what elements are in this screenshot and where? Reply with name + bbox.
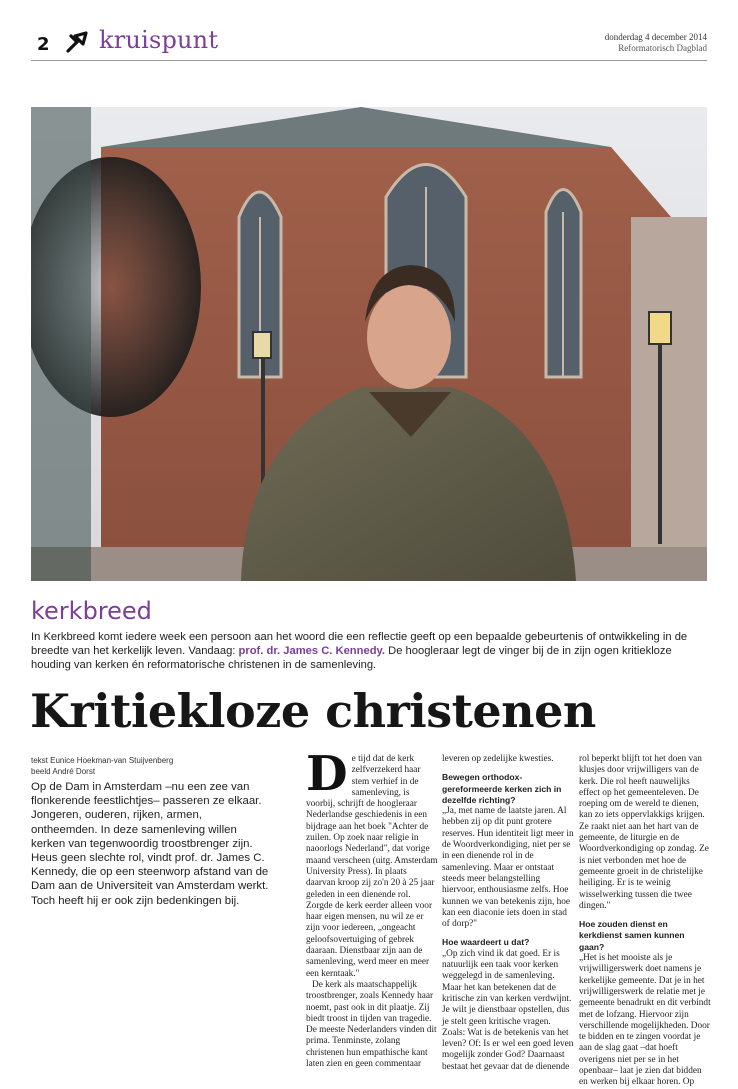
byline xyxy=(31,755,173,777)
body-paragraph: „Ja, met name de laatste jaren. Al hebben zij op dit punt grotere reserves. Hun identiteit ligt meer in de Woordverkondiging, niet per se in een dienende rol in de samenleving. Maar er ontstaat steeds meer belangstelling hiervoor, enthousiasme zelfs. Hoe kunnen we van betekenis zijn, hoe kan een diaconie iets doen in stad of dorp?" xyxy=(442,806,574,930)
body-paragraph: leveren op zedelijke kwesties. xyxy=(442,754,554,764)
drop-cap: D xyxy=(306,746,348,802)
intro-part2: De hoogleraar legt de vinger bij de in zijn ogen kritiekloze houding van kerken én reformatorische christenen in de samenleving. xyxy=(31,645,672,671)
body-paragraph: rol beperkt blijft tot het doen van klusjes door vrijwilligers van de kerk. Die rol heeft nauwelijks effect op het gemeenteleven. De roeping om de wereld te dienen, kan zo iets oppervlakkigs krijgen. Ze raakt niet aan het hart van de gemeente, de liturgie en de Woordverkondiging op zondag. Ze is niet verbonden met hoe de gemeente groeit in de christelijke heiliging. Er is te weinig wisselwerking tussen die twee dingen." xyxy=(579,754,709,911)
church-portrait-image xyxy=(31,107,707,581)
issue-date: donderdag 4 december 2014 xyxy=(604,32,707,42)
publication-name: Reformatorisch Dagblad xyxy=(618,43,707,53)
headline: Kritiekloze christenen xyxy=(30,684,596,738)
lead-paragraph: Op de Dam in Amsterdam –nu een zee van flonkerende feestlichtjes– passeren ze elkaar. Jongeren, ouderen, rijken, armen, ontheemden. In deze samenleving willen kerken van tegenwoordig troostbrenger zijn. Heus geen slechte rol, vindt prof. dr. James C. Kennedy, die op een steenworp afstand van de Dam aan de Universiteit van Amsterdam werkt. Toch heeft hij er ook zijn bedenkingen bij. xyxy=(31,781,269,907)
body-paragraph: De kerk als maatschappelijk troostbrenger, zoals Kennedy haar noemt, past ook in dit plaatje. Zij biedt troost in tijden van tragedie. De meeste Nederlanders vinden dit prima. Tenminste, zolang christenen hun empathische kant laten zien en geen commentaar xyxy=(306,979,437,1070)
byline-photo: beeld André Dorst xyxy=(31,767,96,776)
body-column-1 xyxy=(306,746,438,1070)
section-title: kruispunt xyxy=(99,26,219,54)
page-header xyxy=(31,28,707,61)
body-paragraph: „Op zich vind ik dat goed. Er is natuurlijk een taak voor kerken weggelegd in de samenleving. Maar het kan betekenen dat de kritische zin van kerken verdwijnt. Je wilt je dienstbaar opstellen, dus je stelt geen kritische vragen. Zoals: Wat is de betekenis van het leven? Of: Is er wel een goed leven mogelijk zonder God? Daarnaast bestaat het gevaar dat de dienende xyxy=(442,948,574,1072)
body-paragraph: „Het is het mooiste als je vrijwilligerswerk doet namens je kerkelijke gemeente. Dat je in het vrijwilligerswerk de relatie met je gemeente benadrukt en dit verbindt met de lofzang. Hiervoor zijn verschillende mogelijkheden. Door te bidden en te zingen voordat je aan de slag gaat –dat hoeft overigens niet per se in het openbaar– laat je zien dat bidden en werken bij elkaar horen. Op xyxy=(579,953,711,1088)
interview-question: Bewegen orthodox-gereformeerde kerken zich in dezelfde richting? xyxy=(442,772,562,805)
crossroads-arrow-icon xyxy=(65,30,89,54)
body-column-3 xyxy=(579,754,711,1089)
intro-text xyxy=(31,630,711,672)
body-paragraph: e tijd dat de kerk zelfverzekerd haar stem verhief in de samenleving, is voorbij, schrijft de hoogleraar Nederlandse geschiedenis in een bijdrage aan het boek "Achter de zuilen. Op zoek naar religie in naoorlogs Nederland", dat vorige maand verscheen (uitg. Amsterdam University Press). In plaats daarvan kroop zij zo'n 20 à 25 jaar geleden in een dienende rol. Zorgde de kerk eerder alleen voor haar eigen mensen, nu wil ze er zijn voor iedereen, „ongeacht geloofsovertuiging of gebrek daaraan. Dienstbaar zijn aan de samenleving, werd meer en meer een kerntaak." xyxy=(306,754,438,979)
dateline xyxy=(605,32,707,54)
interview-question: Hoe waardeert u dat? xyxy=(442,937,530,948)
intro-person-name: prof. dr. James C. Kennedy. xyxy=(238,645,386,657)
kicker-title: kerkbreed xyxy=(31,597,152,625)
page-number: 2 xyxy=(37,34,50,55)
intro-part1: In Kerkbreed komt iedere week een persoon aan het woord die een reflectie geeft op een bepaalde gebeurtenis of ontwikkeling in de breedte van het kerkelijk leven. Vandaag: xyxy=(31,631,688,657)
interview-question: Hoe zouden dienst en kerkdienst samen kunnen gaan? xyxy=(579,919,685,952)
byline-text: tekst Eunice Hoekman-van Stuijvenberg xyxy=(31,756,174,765)
article-photo xyxy=(31,107,707,581)
body-column-2 xyxy=(442,754,574,1073)
